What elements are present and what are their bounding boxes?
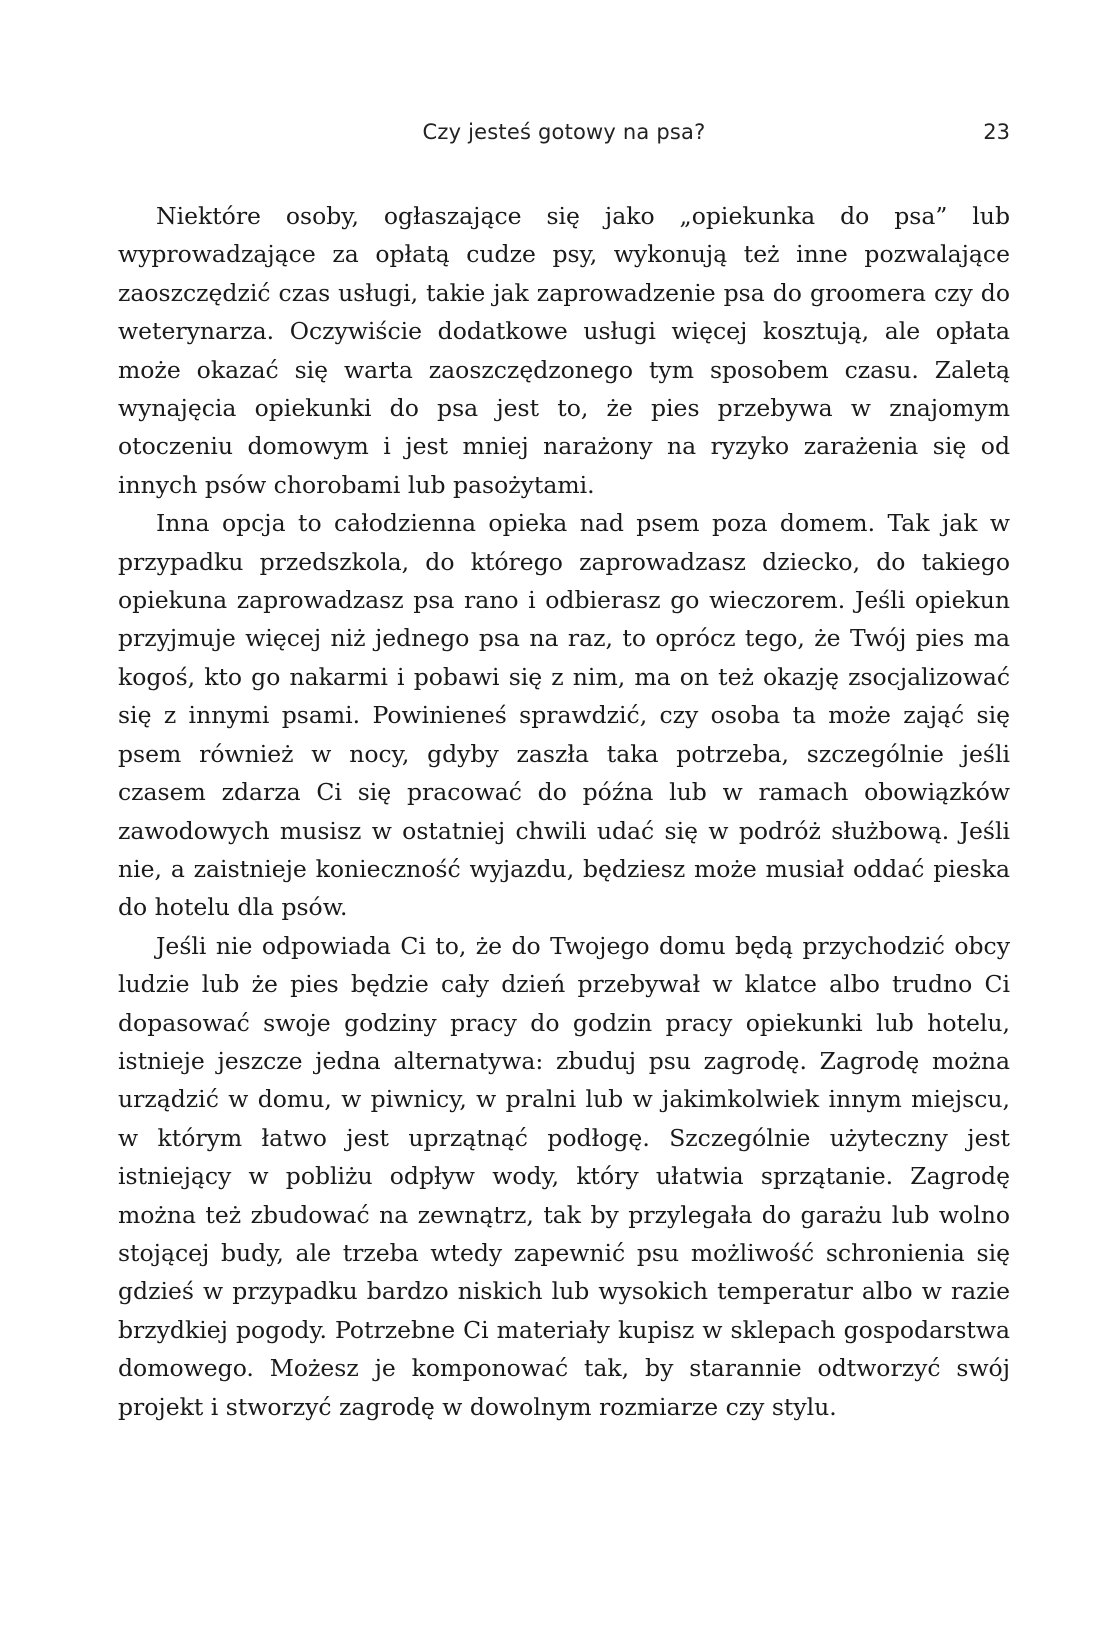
running-title: Czy jesteś gotowy na psa? [422, 120, 706, 144]
page-number: 23 [983, 120, 1010, 144]
paragraph: Niektóre osoby, ogłaszające się jako „opiekunka do psa” lub wyprowadzające za opłatą cudze psy, wykonują też inne pozwalające zaoszczędzić czas usługi, takie jak zaprowadzenie psa do groomera czy do weterynarza. Oczywiście dodatkowe usługi więcej kosztują, ale opłata może okazać się warta zaoszczędzonego tym sposobem czasu. Zaletą wynajęcia opiekunki do psa jest to, że pies przebywa w znajomym otoczeniu domowym i jest mniej narażony na ryzyko zarażenia się od innych psów chorobami lub pasożytami. [118, 202, 1010, 499]
body-text [118, 197, 1010, 1426]
paragraph: Inna opcja to całodzienna opieka nad psem poza domem. Tak jak w przypadku przedszkola, do którego zaprowadzasz dziecko, do takiego opiekuna zaprowadzasz psa rano i odbierasz go wieczorem. Jeśli opiekun przyjmuje więcej niż jednego psa na raz, to oprócz tego, że Twój pies ma kogoś, kto go nakarmi i pobawi się z nim, ma on też okazję zsocjalizować się z innymi psami. Powinieneś sprawdzić, czy osoba ta może zająć się psem również w nocy, gdyby zaszła taka potrzeba, szczególnie jeśli czasem zdarza Ci się pracować do późna lub w ramach obowiązków zawodowych musisz w ostatniej chwili udać się w podróż służbową. Jeśli nie, a zaistnieje konieczność wyjazdu, będziesz może musiał oddać pieska do hotelu dla psów. [118, 509, 1010, 922]
paragraph: Jeśli nie odpowiada Ci to, że do Twojego domu będą przychodzić obcy ludzie lub że pies będzie cały dzień przebywał w klatce albo trudno Ci dopasować swoje godziny pracy do godzin pracy opiekunki lub hotelu, istnieje jeszcze jedna alternatywa: zbuduj psu zagrodę. Zagrodę można urządzić w domu, w piwnicy, w pralni lub w jakimkolwiek innym miejscu, w którym łatwo jest uprzątnąć podłogę. Szczególnie użyteczny jest istniejący w pobliżu odpływ wody, który ułatwia sprzątanie. Zagrodę można też zbudować na zewnątrz, tak by przylegała do garażu lub wolno stojącej budy, ale trzeba wtedy zapewnić psu możliwość schronienia się gdzieś w przypadku bardzo niskich lub wysokich temperatur albo w razie brzydkiej pogody. Potrzebne Ci materiały kupisz w sklepach gospodarstwa domowego. Możesz je komponować tak, by starannie odtworzyć swój projekt i stworzyć zagrodę w dowolnym rozmiarze czy stylu. [118, 931, 1010, 1421]
running-head [118, 120, 1010, 160]
